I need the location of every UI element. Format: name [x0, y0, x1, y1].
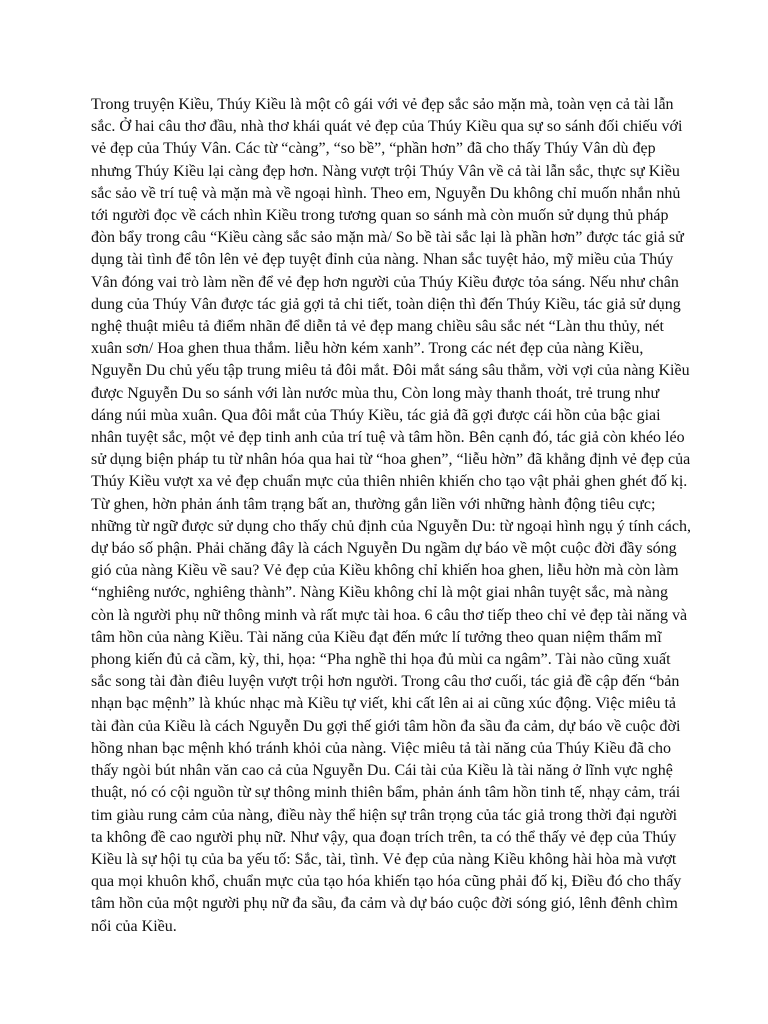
body-paragraph: Trong truyện Kiều, Thúy Kiều là một cô gái với vẻ đẹp sắc sảo mặn mà, toàn vẹn cả tài lẫn sắc. Ở hai câu thơ đầu, nhà thơ khái quát vẻ đẹp của Thúy Kiều qua sự so sánh đối chiếu với vẻ đẹp của Thúy Vân. Các từ “càng”, “so bề”, “phần hơn” đã cho thấy Thúy Vân dù đẹp nhưng Thúy Kiều lại càng đẹp hơn. Nàng vượt trội Thúy Vân về cả tài lẫn sắc, thực sự Kiều sắc sảo về trí tuệ và mặn mà về ngoại hình. Theo em, Nguyễn Du không chỉ muốn nhắn nhủ tới người đọc về cách nhìn Kiều trong tương quan so sánh mà còn muốn sử dụng thủ pháp đòn bẩy trong câu “Kiều càng sắc sảo mặn mà/ So bề tài sắc lại là phần hơn” được tác giả sử dụng tài tình để tôn lên vẻ đẹp tuyệt đỉnh của nàng. Nhan sắc tuyệt hảo, mỹ miều của Thúy Vân đóng vai trò làm nền để vẻ đẹp hơn người của Thúy Kiều được tỏa sáng. Nếu như chân dung của Thúy Vân được tác giả gợi tả chi tiết, toàn diện thì đến Thúy Kiều, tác giả sử dụng nghệ thuật miêu tả điểm nhãn để diễn tả vẻ đẹp mang chiều sâu sắc nét “Làn thu thủy, nét xuân sơn/ Hoa ghen thua thắm. liễu hờn kém xanh”. Trong các nét đẹp của nàng Kiều, Nguyễn Du chủ yếu tập trung miêu tả đôi mắt. Đôi mắt sáng sâu thẳm, vời vợi của nàng Kiều được Nguyễn Du so sánh với làn nước mùa thu, Còn long mày thanh thoát, trẻ trung như dáng núi mùa xuân. Qua đôi mắt của Thúy Kiều, tác giả đã gợi được cái hồn của bậc giai nhân tuyệt sắc, một vẻ đẹp tinh anh của trí tuệ và tâm hồn. Bên cạnh đó, tác giả còn khéo léo sử dụng biện pháp tu từ nhân hóa qua hai từ “hoa ghen”, “liễu hờn” đã khẳng định vẻ đẹp của Thúy Kiều vượt xa vẻ đẹp chuẩn mực của thiên nhiên khiến cho tạo vật phải ghen ghét đố kị. Từ ghen, hờn phản ánh tâm trạng bất an, thường gắn liền với những hành động tiêu cực; những từ ngữ được sử dụng cho thấy chủ định của Nguyễn Du: từ ngoại hình ngụ ý tính cách, dự báo số phận. Phải chăng đây là cách Nguyễn Du ngầm dự báo về một cuộc đời đầy sóng gió của nàng Kiều về sau? Vẻ đẹp của Kiều không chỉ khiến hoa ghen, liễu hờn mà còn làm “nghiêng nước, nghiêng thành”. Nàng Kiều không chỉ là một giai nhân tuyệt sắc, mà nàng còn là người phụ nữ thông minh và rất mực tài hoa. 6 câu thơ tiếp theo chỉ vẻ đẹp tài năng và tâm hồn của nàng Kiều. Tài năng của Kiều đạt đến mức lí tưởng theo quan niệm thẩm mĩ phong kiến đủ cả cầm, kỳ, thi, họa: “Pha nghề thi họa đủ mùi ca ngâm”. Tài nào cũng xuất sắc song tài đàn điêu luyện vượt trội hơn người. Trong câu thơ cuối, tác giả đề cập đến “bản nhạn bạc mệnh” là khúc nhạc mà Kiều tự viết, khi cất lên ai ai cũng xúc động. Việc miêu tả tài đàn của Kiều là cách Nguyễn Du gợi thế giới tâm hồn đa sầu đa cảm, dự báo về cuộc đời hồng nhan bạc mệnh khó tránh khỏi của nàng. Việc miêu tả tài năng của Thúy Kiều đã cho thấy ngòi bút nhân văn cao cả của Nguyễn Du. Cái tài của Kiều là tài năng ở lĩnh vực nghệ thuật, nó có cội nguồn từ sự thông minh thiên bẩm, phản ánh tâm hồn tinh tế, nhạy cảm, trái tim giàu rung cảm của nàng, điều này thể hiện sự trân trọng của tác giả trong thời đại người ta không đề cao người phụ nữ. Như vậy, qua đoạn trích trên, ta có thể thấy vẻ đẹp của Thúy Kiều là sự hội tụ của ba yếu tố: Sắc, tài, tình. Vẻ đẹp của nàng Kiều không hài hòa mà vượt qua mọi khuôn khổ, chuẩn mực của tạo hóa khiến tạo hóa cũng phải đố kị, Điều đó cho thấy tâm hồn của một người phụ nữ đa sầu, đa cảm và dự báo cuộc đời sóng gió, lênh đênh chìm nổi của Kiều. — [91, 96, 691, 935]
